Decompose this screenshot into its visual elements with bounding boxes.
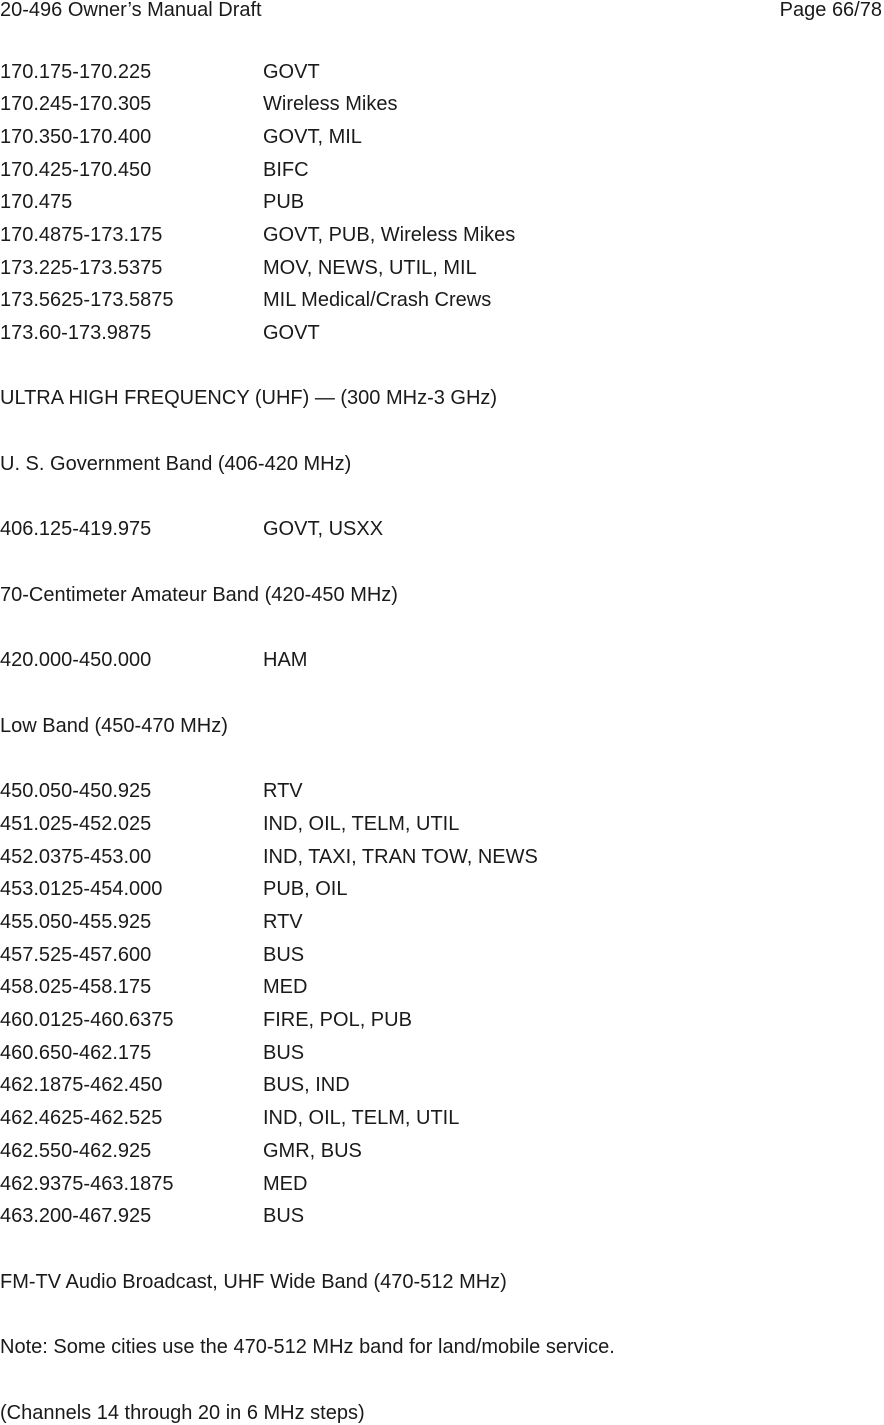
service-cell: GOVT, USXX	[263, 518, 384, 540]
section-heading-fm-tv: FM-TV Audio Broadcast, UHF Wide Band (470-512 MHz)	[0, 1271, 507, 1293]
service-cell: BIFC	[263, 159, 309, 181]
frequency-cell: 457.525-457.600	[0, 944, 152, 966]
frequency-cell: 462.1875-462.450	[0, 1074, 163, 1096]
frequency-cell: 460.0125-460.6375	[0, 1009, 174, 1031]
service-cell: MOV, NEWS, UTIL, MIL	[263, 257, 477, 279]
frequency-cell: 451.025-452.025	[0, 813, 152, 835]
service-cell: IND, TAXI, TRAN TOW, NEWS	[263, 846, 538, 868]
frequency-cell: 170.350-170.400	[0, 126, 152, 148]
note-text: Note: Some cities use the 470-512 MHz band for land/mobile service.	[0, 1336, 615, 1358]
frequency-cell: 460.650-462.175	[0, 1042, 152, 1064]
frequency-cell: 462.4625-462.525	[0, 1107, 163, 1129]
service-cell: GMR, BUS	[263, 1140, 362, 1162]
frequency-cell: 170.425-170.450	[0, 159, 152, 181]
frequency-cell: 170.4875-173.175	[0, 224, 163, 246]
frequency-cell: 173.5625-173.5875	[0, 289, 174, 311]
frequency-cell: 463.200-467.925	[0, 1205, 152, 1227]
document-title: 20-496 Owner’s Manual Draft	[0, 0, 262, 21]
service-cell: GOVT, MIL	[263, 126, 362, 148]
frequency-cell: 406.125-419.975	[0, 518, 152, 540]
service-cell: BUS, IND	[263, 1074, 350, 1096]
service-cell: IND, OIL, TELM, UTIL	[263, 1107, 460, 1129]
frequency-cell: 173.225-173.5375	[0, 257, 163, 279]
service-cell: GOVT, PUB, Wireless Mikes	[263, 224, 516, 246]
page-number: Page 66/78	[779, 0, 882, 21]
service-cell: GOVT	[263, 61, 320, 83]
frequency-cell: 173.60-173.9875	[0, 322, 152, 344]
service-cell: MED	[263, 1173, 308, 1195]
frequency-cell: 462.550-462.925	[0, 1140, 152, 1162]
service-cell: PUB	[263, 191, 305, 213]
service-cell: RTV	[263, 911, 303, 933]
service-cell: Wireless Mikes	[263, 93, 398, 115]
service-cell: IND, OIL, TELM, UTIL	[263, 813, 460, 835]
frequency-cell: 462.9375-463.1875	[0, 1173, 174, 1195]
frequency-cell: 170.475	[0, 191, 73, 213]
channels-note: (Channels 14 through 20 in 6 MHz steps)	[0, 1402, 365, 1424]
frequency-cell: 452.0375-453.00	[0, 846, 152, 868]
frequency-cell: 450.050-450.925	[0, 780, 152, 802]
service-cell: BUS	[263, 1042, 305, 1064]
service-cell: BUS	[263, 944, 305, 966]
service-cell: MIL Medical/Crash Crews	[263, 289, 492, 311]
frequency-cell: 453.0125-454.000	[0, 878, 163, 900]
frequency-cell: 170.175-170.225	[0, 61, 152, 83]
section-heading-low-band: Low Band (450-470 MHz)	[0, 715, 228, 737]
section-heading-uhf: ULTRA HIGH FREQUENCY (UHF) — (300 MHz-3 GHz)	[0, 387, 498, 409]
frequency-cell: 455.050-455.925	[0, 911, 152, 933]
service-cell: HAM	[263, 649, 308, 671]
service-cell: PUB, OIL	[263, 878, 348, 900]
frequency-cell: 458.025-458.175	[0, 976, 152, 998]
section-heading-amateur-band: 70-Centimeter Amateur Band (420-450 MHz)	[0, 584, 398, 606]
service-cell: RTV	[263, 780, 303, 802]
service-cell: GOVT	[263, 322, 320, 344]
frequency-cell: 170.245-170.305	[0, 93, 152, 115]
service-cell: BUS	[263, 1205, 305, 1227]
section-heading-government-band: U. S. Government Band (406-420 MHz)	[0, 453, 352, 475]
service-cell: FIRE, POL, PUB	[263, 1009, 412, 1031]
service-cell: MED	[263, 976, 308, 998]
frequency-cell: 420.000-450.000	[0, 649, 152, 671]
